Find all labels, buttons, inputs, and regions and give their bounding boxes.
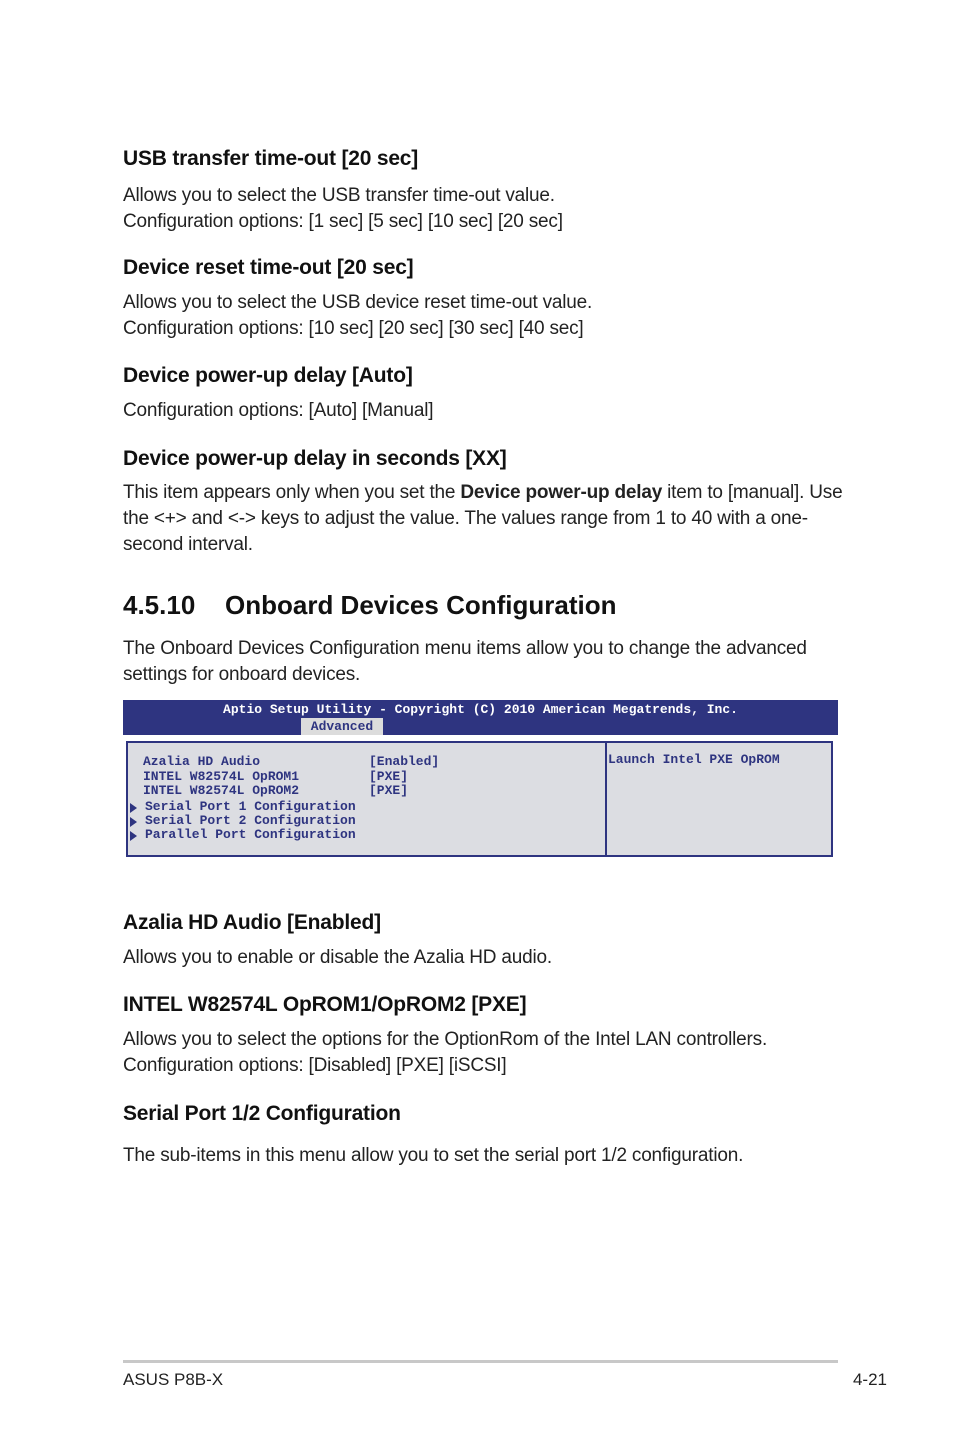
bios-body [123,738,838,862]
bios-help-text: Launch Intel PXE OpROM [608,752,780,767]
text-line: Configuration options: [Auto] [Manual] [123,400,434,421]
chapter-title: Onboard Devices Configuration [225,590,617,620]
text-line: The sub-items in this menu allow you to set the serial port 1/2 configuration. [123,1145,744,1166]
bios-submenu-serial-port-2[interactable]: Serial Port 2 Configuration [145,813,356,828]
bios-item-oprom1-label[interactable]: INTEL W82574L OpROM1 [143,768,300,784]
text-line: Allows you to select the USB device reset time-out value. [123,292,593,313]
heading-device-powerup-delay: Device power-up delay [Auto] [123,364,413,387]
text-run: item to [manual]. Use the <+> and <-> keys to adjust the value. The values range from 1 to 40 with a one-second interval. [123,482,843,555]
text-line: Configuration options: [10 sec] [20 sec] [30 sec] [40 sec] [123,318,584,339]
submenu-arrow-icon [130,831,137,841]
bios-item-oprom2-value[interactable]: [PXE] [369,783,409,798]
footer-product: ASUS P8B-X [123,1370,224,1389]
bios-submenu-serial-port-1[interactable]: Serial Port 1 Configuration [145,799,356,814]
submenu-arrow-icon [130,817,137,827]
bios-item-azalia-label[interactable]: Azalia HD Audio [143,754,261,769]
paragraph [123,480,853,558]
text-run: This item appears only when you set the [123,482,461,503]
bios-item-oprom2-label[interactable]: INTEL W82574L OpROM2 [143,783,300,798]
paragraph [123,1027,853,1079]
paragraph [123,290,853,342]
paragraph [123,945,853,971]
chapter-intro: The Onboard Devices Configuration menu items allow you to change the advanced settings for onboard devices. [123,638,807,685]
bios-panel [126,741,833,857]
bios-title: Aptio Setup Utility - Copyright (C) 2010 American Megatrends, Inc. [223,702,738,717]
submenu-arrow-icon [130,803,137,813]
bios-item-oprom1-value[interactable]: [PXE] [369,768,409,784]
text-line: Configuration options: [Disabled] [PXE] [iSCSI] [123,1055,507,1076]
text-line: Allows you to select the USB transfer time-out value. [123,185,555,206]
heading-serial-port-config: Serial Port 1/2 Configuration [123,1102,401,1125]
chapter-heading [123,590,617,621]
panel-divider [605,743,607,855]
bios-submenu-parallel-port[interactable]: Parallel Port Configuration [145,827,356,842]
heading-azalia-hd-audio: Azalia HD Audio [Enabled] [123,911,381,934]
heading-usb-transfer-timeout: USB transfer time-out [20 sec] [123,147,419,170]
chapter-number: 4.5.10 [123,590,196,620]
paragraph [123,183,853,235]
paragraph [123,398,853,424]
bios-header [123,700,838,735]
bios-item-azalia-value[interactable]: [Enabled] [369,754,440,769]
footer-page-number: 4-21 [852,1370,887,1389]
paragraph [123,1143,853,1169]
footer-rule [123,1360,838,1363]
text-line: Configuration options: [1 sec] [5 sec] [10 sec] [20 sec] [123,211,563,232]
heading-intel-oprom: INTEL W82574L OpROM1/OpROM2 [PXE] [123,993,527,1016]
tab-advanced[interactable]: Advanced [301,718,383,735]
text-bold: Device power-up delay [460,482,663,503]
heading-device-powerup-delay-seconds: Device power-up delay in seconds [XX] [123,447,507,470]
text-line: Allows you to select the options for the OptionRom of the Intel LAN controllers. [123,1029,768,1050]
text-line: Allows you to enable or disable the Azalia HD audio. [123,947,552,968]
heading-device-reset-timeout: Device reset time-out [20 sec] [123,256,414,279]
